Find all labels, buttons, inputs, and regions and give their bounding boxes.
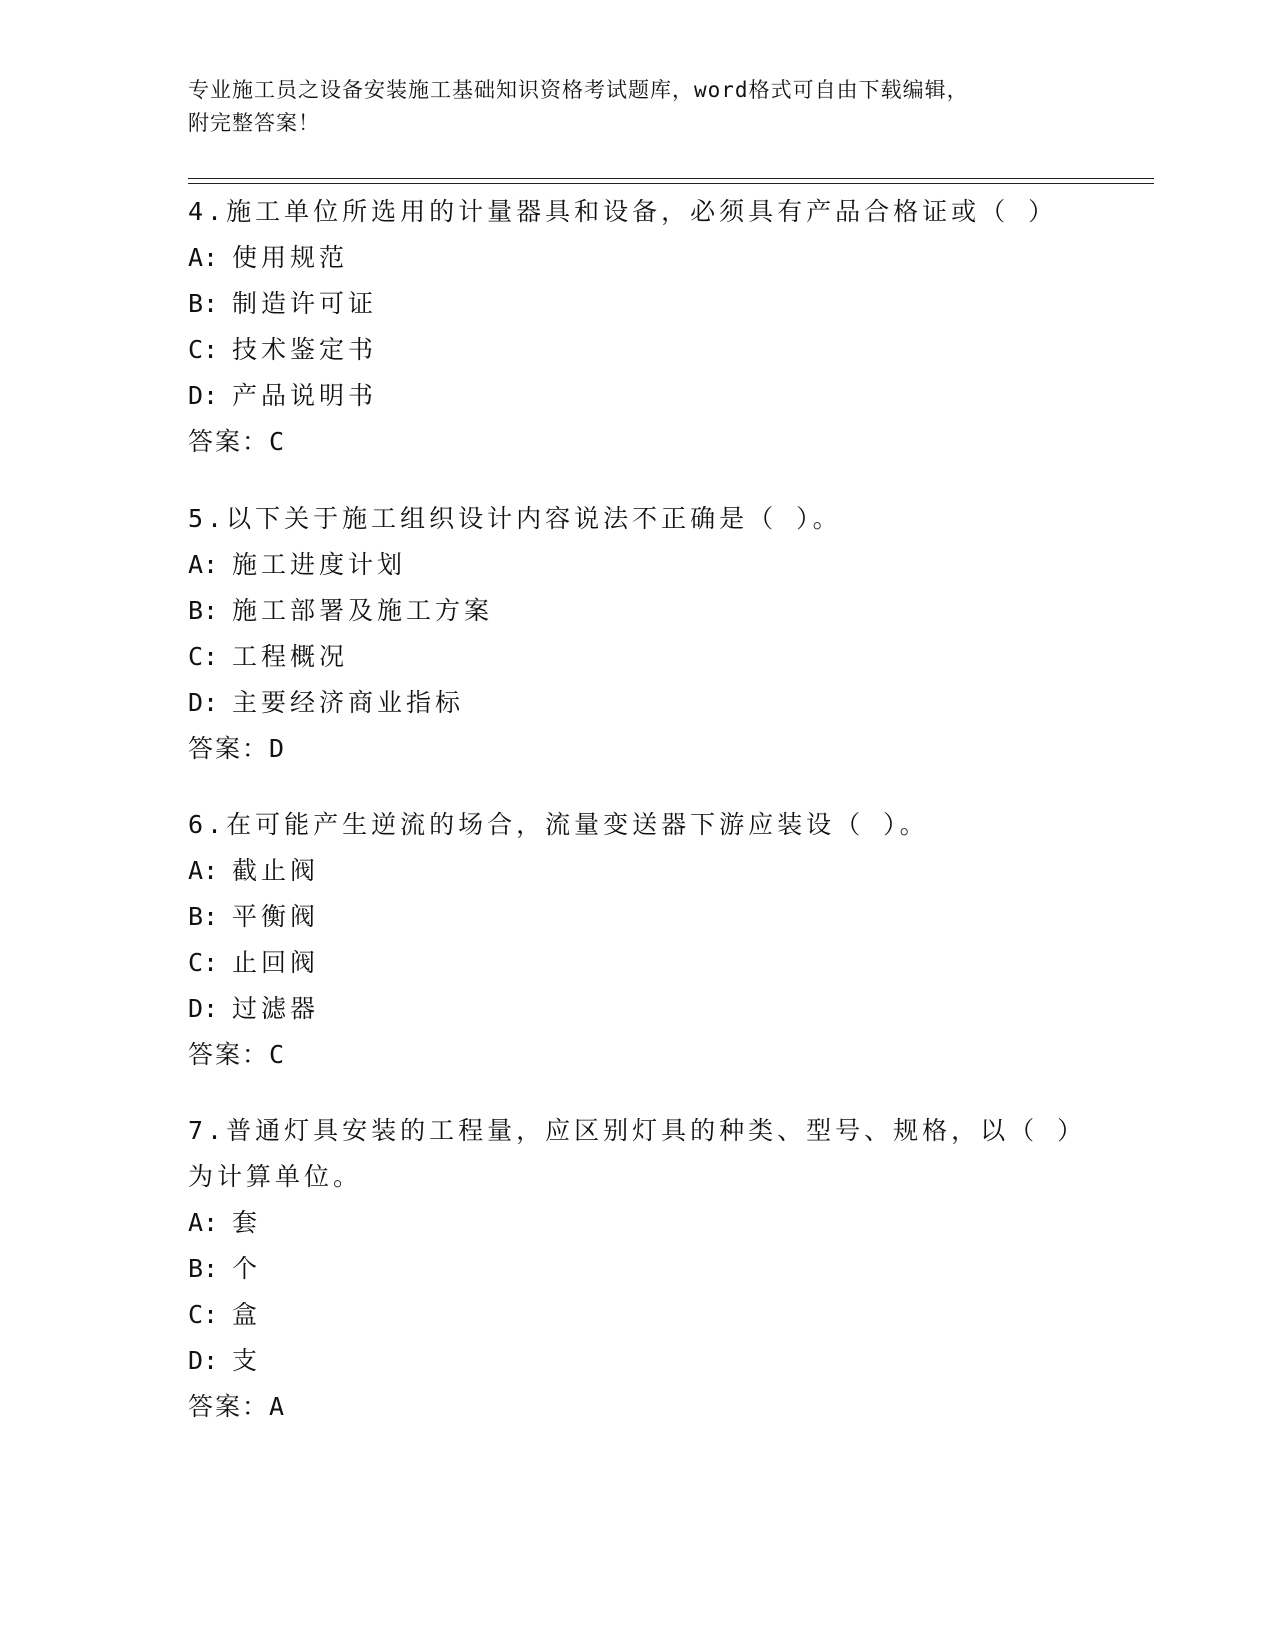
option-key: C: [188,335,219,364]
answer [188,726,1088,772]
option-text: 个 [232,1254,262,1283]
option-key: B: [188,289,219,318]
answer-value: C [269,427,285,456]
option-key: C: [188,948,219,977]
answer-value: C [269,1040,285,1069]
option-text: 盒 [232,1300,262,1329]
option-b [188,1246,1088,1292]
question-text-line-2: 为计算单位。 [188,1162,363,1191]
option-key: D: [188,994,219,1023]
option-text: 平衡阀 [232,902,320,931]
header-line-2: 附完整答案！ [188,111,320,135]
option-text: 使用规范 [232,243,349,272]
option-text: 制造许可证 [232,289,378,318]
option-b [188,894,1088,940]
answer-label: 答案： [188,427,270,456]
option-text: 施工部署及施工方案 [232,596,494,625]
option-b [188,588,1088,634]
answer-label: 答案： [188,1040,270,1069]
option-a [188,1200,1088,1246]
option-text: 产品说明书 [232,381,378,410]
question-6 [188,802,1088,1078]
option-key: A: [188,1208,219,1237]
question-text: 4.施工单位所选用的计量器具和设备，必须具有产品合格证或（ ） [188,197,1058,226]
option-key: B: [188,902,219,931]
option-key: B: [188,596,219,625]
answer-value: A [269,1392,285,1421]
option-key: D: [188,1346,219,1375]
option-c [188,634,1088,680]
option-text: 技术鉴定书 [232,335,378,364]
answer-label: 答案： [188,1392,270,1421]
question-4 [188,189,1088,465]
option-text: 截止阀 [232,856,320,885]
option-key: A: [188,243,219,272]
option-text: 套 [232,1208,262,1237]
option-c [188,1292,1088,1338]
question-7 [188,1108,1088,1430]
header-line-1: 专业施工员之设备安装施工基础知识资格考试题库，word格式可自由下载编辑， [188,78,969,102]
option-key: C: [188,642,219,671]
option-key: D: [188,381,219,410]
answer-label: 答案： [188,734,270,763]
option-c [188,327,1088,373]
option-b [188,281,1088,327]
question-text: 6.在可能产生逆流的场合，流量变送器下游应装设（ ）。 [188,810,929,839]
answer [188,1384,1088,1430]
option-text: 工程概况 [232,642,349,671]
option-key: A: [188,550,219,579]
question-text-line-1: 7.普通灯具安装的工程量，应区别灯具的种类、型号、规格，以（ ） [188,1116,1087,1145]
answer-value: D [269,734,285,763]
option-d [188,1338,1088,1384]
option-text: 止回阀 [232,948,320,977]
option-c [188,940,1088,986]
question-5 [188,496,1088,772]
option-text: 支 [232,1346,262,1375]
header-divider-top [188,178,1154,179]
option-d [188,986,1088,1032]
option-d [188,680,1088,726]
option-key: C: [188,1300,219,1329]
option-text: 主要经济商业指标 [232,688,465,717]
option-a [188,848,1088,894]
header-divider-bottom [188,183,1154,184]
option-text: 过滤器 [232,994,320,1023]
option-key: D: [188,688,219,717]
document-header [188,74,1088,140]
question-text: 5.以下关于施工组织设计内容说法不正确是（ ）。 [188,504,842,533]
option-d [188,373,1088,419]
option-a [188,542,1088,588]
answer [188,419,1088,465]
option-a [188,235,1088,281]
option-key: B: [188,1254,219,1283]
option-key: A: [188,856,219,885]
answer [188,1032,1088,1078]
option-text: 施工进度计划 [232,550,407,579]
